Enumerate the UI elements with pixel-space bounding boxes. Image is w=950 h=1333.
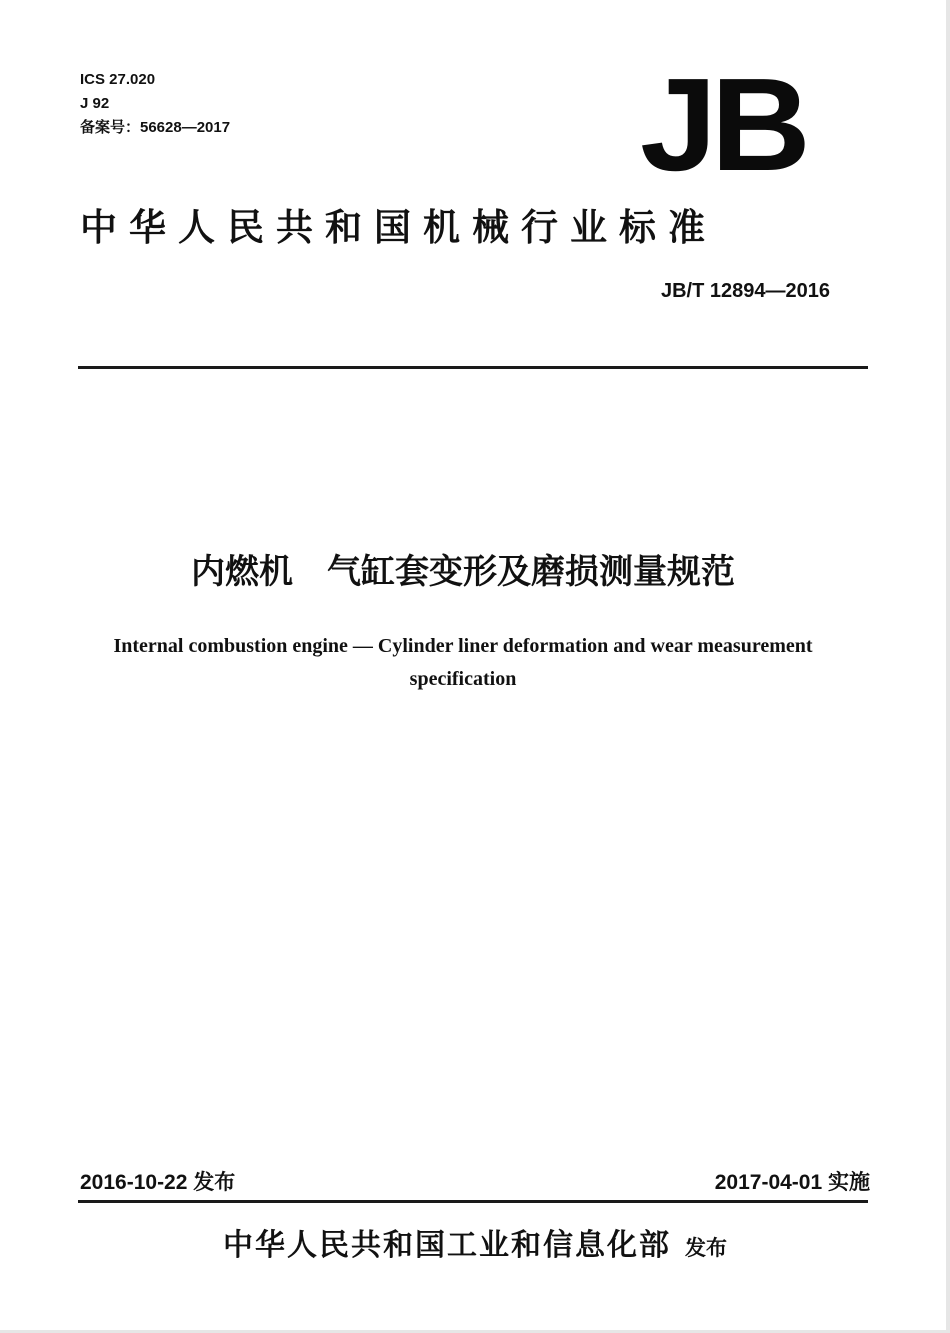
ics-code: ICS 27.020: [80, 71, 156, 88]
header-divider: [78, 366, 868, 369]
document-title-cn: 内燃机 气缸套变形及磨损测量规范: [191, 552, 735, 592]
dates-row: [80, 1168, 870, 1198]
jb-logo: JB: [640, 51, 805, 198]
document-title-en: Internal combustion engine — Cylinder liner deformation and wear measurement specification: [113, 635, 813, 690]
standard-number: JB/T 12894—2016: [660, 280, 830, 302]
publisher-line: [0, 1224, 950, 1270]
classification-block: [80, 68, 230, 140]
footer-divider: [78, 1200, 868, 1203]
effective-date: 2017-04-01 实施: [714, 1171, 870, 1194]
issue-date: 2016-10-22 发布: [80, 1171, 236, 1194]
publisher-name: 中华人民共和国工业和信息化部: [223, 1228, 671, 1263]
ccs-code: J 92: [80, 95, 110, 112]
standard-category-title: 中华人民共和国机械行业标准: [80, 206, 717, 249]
filing-number: 备案号：56628—2017: [80, 119, 231, 136]
scan-edge-right: [946, 0, 950, 1333]
publisher-action: 发布: [685, 1236, 727, 1260]
